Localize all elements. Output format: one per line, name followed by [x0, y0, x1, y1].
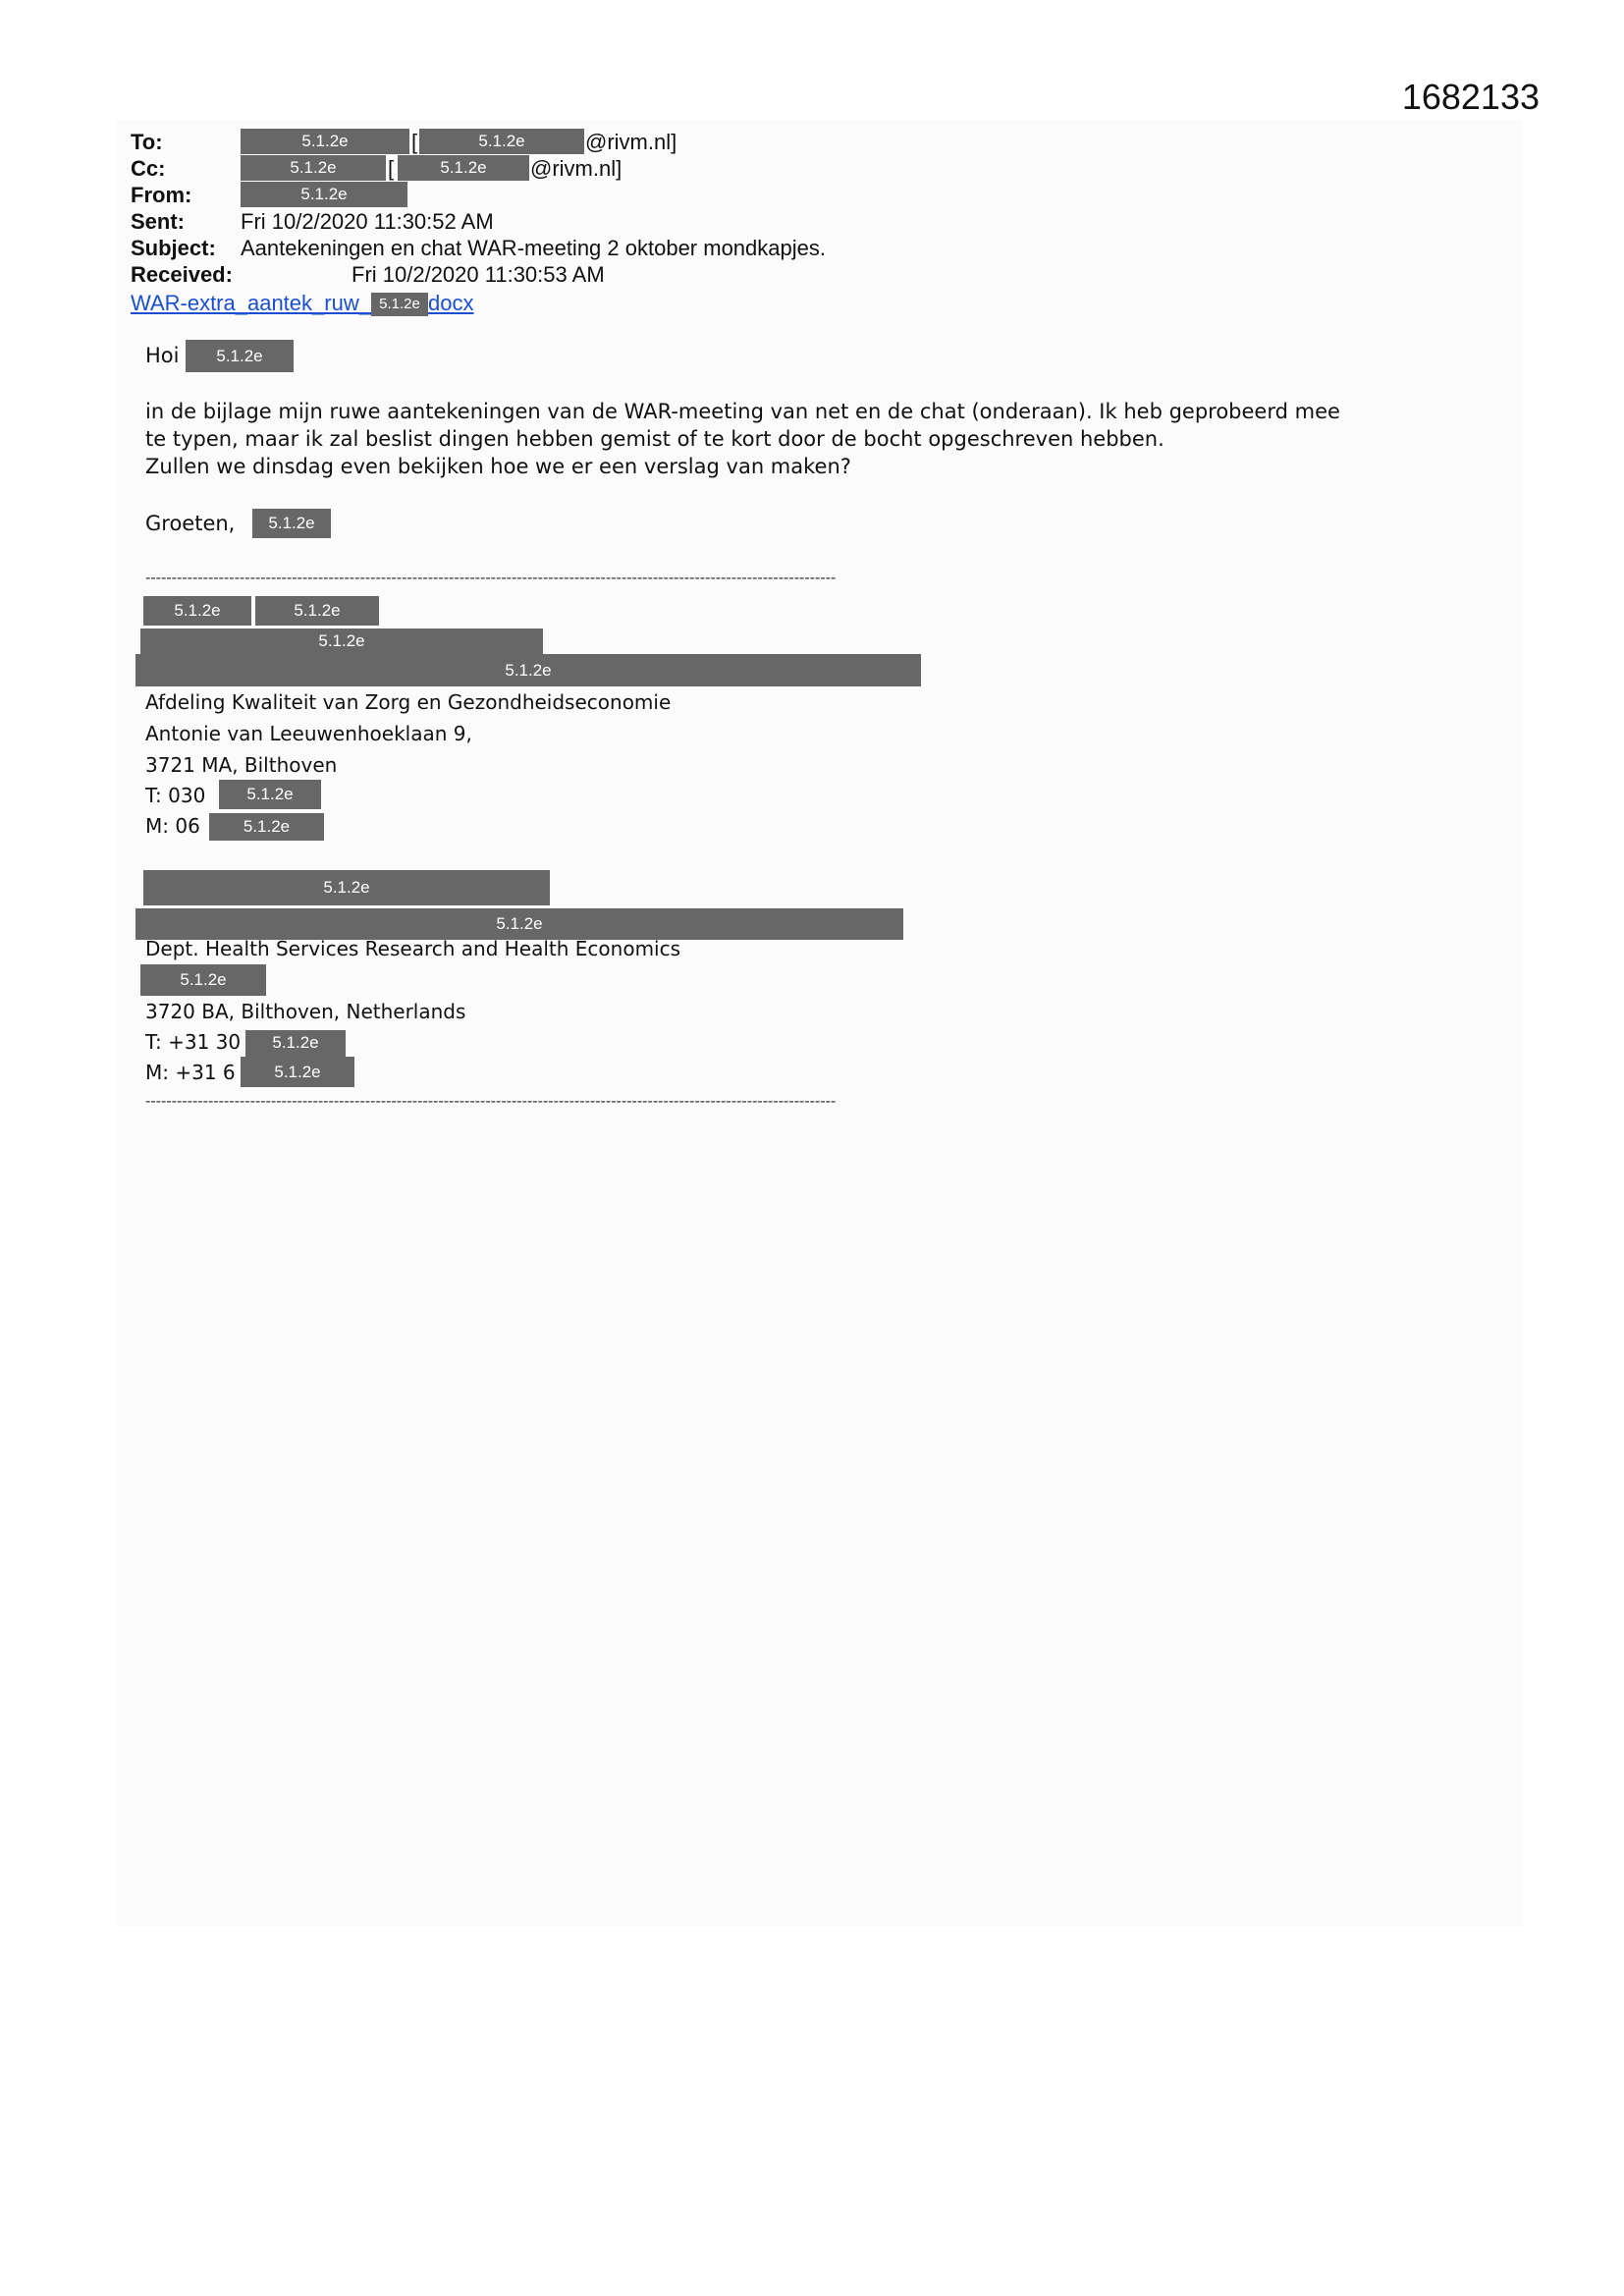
redaction-box: 5.1.2e: [241, 129, 409, 154]
signature-department: Afdeling Kwaliteit van Zorg en Gezondheidseconomie: [145, 690, 672, 714]
cc-label: Cc:: [131, 156, 166, 181]
signature-en-department: Dept. Health Services Research and Health Economics: [145, 937, 681, 960]
redaction-box: 5.1.2e: [143, 596, 251, 626]
redaction-box: 5.1.2e: [135, 908, 903, 940]
sent-label: Sent:: [131, 209, 185, 234]
redaction-box: 5.1.2e: [140, 964, 266, 996]
attachment-link-prefix[interactable]: WAR-extra_aantek_ruw_: [131, 291, 371, 315]
received-value: Fri 10/2/2020 11:30:53 AM: [352, 262, 605, 287]
redaction-box: 5.1.2e: [140, 629, 543, 655]
greeting-text: Hoi: [145, 344, 180, 367]
cc-domain: @rivm.nl]: [530, 156, 623, 181]
redaction-box: 5.1.2e: [241, 182, 407, 207]
received-row: [131, 262, 233, 288]
body-line-2: te typen, maar ik zal beslist dingen hebben gemist of te kort door de bocht opgeschreven hebben.: [145, 427, 1164, 451]
signature-city: 3721 MA, Bilthoven: [145, 753, 338, 777]
to-domain: @rivm.nl]: [585, 130, 677, 154]
redaction-box: 5.1.2e: [135, 654, 921, 686]
document-number: 1682133: [1401, 77, 1540, 117]
redaction-box: 5.1.2e: [398, 155, 529, 181]
signature-en-mobile-prefix: M: +31 6: [145, 1061, 236, 1084]
cc-bracket: [: [388, 156, 395, 181]
attachment-link-suffix[interactable]: docx: [427, 291, 474, 315]
redaction-box: 5.1.2e: [143, 870, 550, 905]
redaction-box: 5.1.2e: [219, 780, 321, 809]
from-label: From:: [131, 183, 192, 207]
redaction-box: 5.1.2e: [245, 1030, 346, 1057]
separator-top: ------------------------------------------------------------------------------------------------------------------------------------: [145, 570, 837, 586]
redaction-box: 5.1.2e: [186, 340, 294, 372]
subject-row: [131, 236, 216, 261]
signature-en-city: 3720 BA, Bilthoven, Netherlands: [145, 1000, 466, 1023]
signature-en-phone-prefix: T: +31 30: [145, 1030, 242, 1054]
to-row: [131, 130, 163, 155]
sent-value: Fri 10/2/2020 11:30:52 AM: [241, 209, 494, 234]
from-row: [131, 183, 191, 208]
body-line-3: Zullen we dinsdag even bekijken hoe we er een verslag van maken?: [145, 455, 851, 478]
sent-row: [131, 209, 185, 235]
redaction-box: 5.1.2e: [241, 155, 386, 181]
signature-address: Antonie van Leeuwenhoeklaan 9,: [145, 722, 472, 745]
body-line-1: in de bijlage mijn ruwe aantekeningen van de WAR-meeting van net en de chat (onderaan). Ik heb geprobeerd mee: [145, 400, 1340, 423]
to-label: To:: [131, 130, 163, 154]
redaction-box: 5.1.2e: [209, 813, 324, 841]
redaction-box: 5.1.2e: [252, 509, 331, 538]
to-bracket: [: [411, 130, 418, 154]
separator-bottom: ------------------------------------------------------------------------------------------------------------------------------------: [145, 1093, 837, 1110]
signature-mobile-prefix: M: 06: [145, 814, 200, 838]
cc-row: [131, 156, 165, 182]
redaction-box: 5.1.2e: [419, 129, 584, 154]
closing-text: Groeten,: [145, 512, 236, 535]
attachment-row[interactable]: [131, 291, 473, 316]
subject-label: Subject:: [131, 236, 216, 260]
signature-phone-prefix: T: 030: [145, 784, 206, 807]
redaction-box: 5.1.2e: [241, 1057, 354, 1087]
redaction-box: 5.1.2e: [371, 293, 428, 316]
subject-value: Aantekeningen en chat WAR-meeting 2 oktober mondkapjes.: [241, 236, 826, 260]
received-label: Received:: [131, 262, 233, 287]
redaction-box: 5.1.2e: [255, 596, 379, 626]
